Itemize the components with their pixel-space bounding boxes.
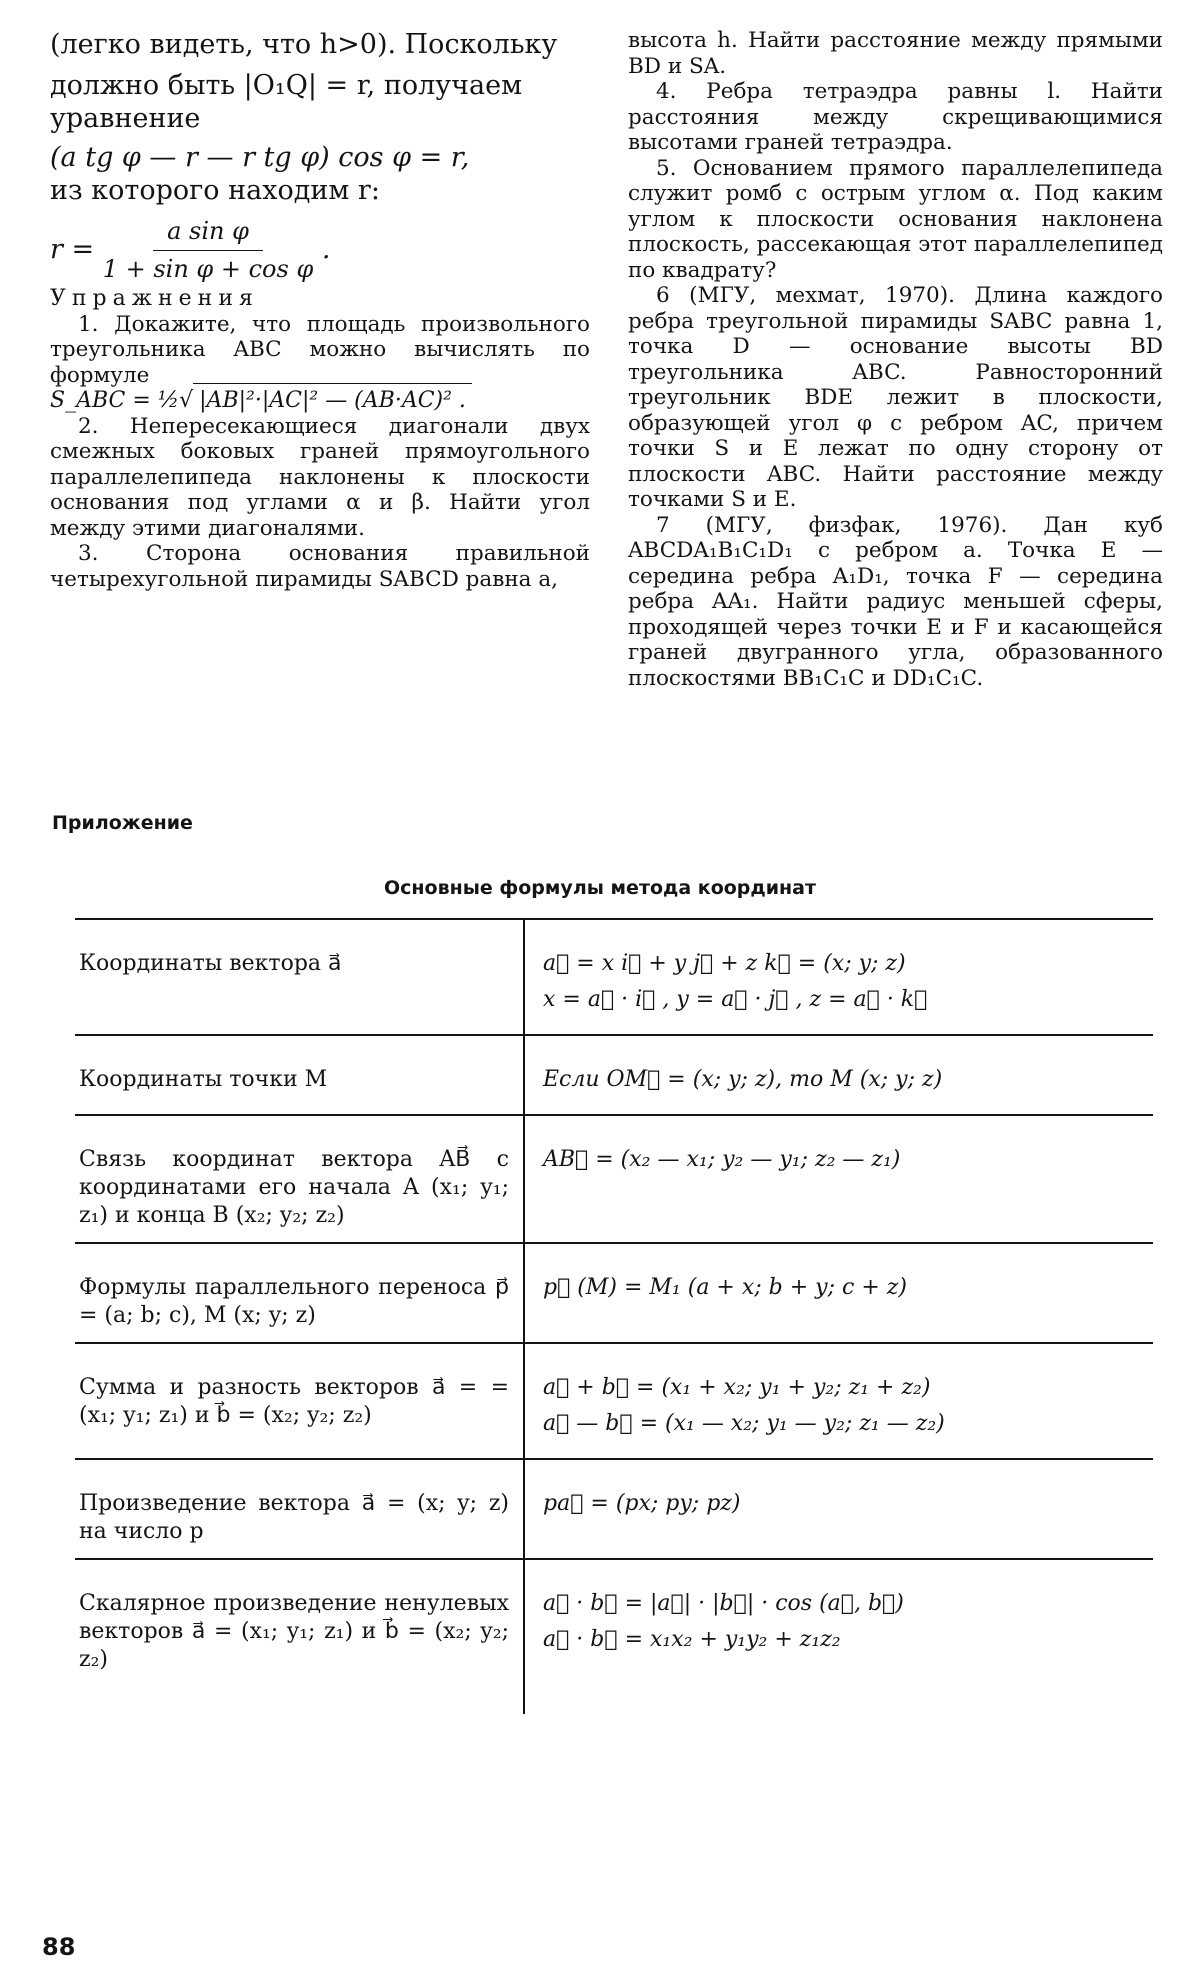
intro-line: (легко видеть, что h>0). Поскольку xyxy=(50,29,558,60)
intro-line: должно быть |O₁Q| = r, получаем xyxy=(50,70,523,101)
exercise-6: 6 (МГУ, мехмат, 1970). Длина каждого ребра треугольной пирамиды SABC равна 1, точка D — основание высоты BD треугольника ABC. Равносторонний треугольник BDE лежит в плоскости, образующей угол φ с ребром AC, причем точки S и E лежат по одну сторону от плоскости ABC. Найти расстояние между точками S и E. xyxy=(628,283,1163,512)
row-formulas xyxy=(524,1343,1153,1459)
exercise-7: 7 (МГУ, физфак, 1976). Дан куб ABCDA₁B₁C₁D₁ с ребром a. Точка E — середина ребра A₁D₁, точка F — середина ребра AA₁. Найти радиус меньшей сферы, проходящей через точки E и F и касающейся граней двугранного угла, образованного плоскостями BB₁C₁C и DD₁C₁C. xyxy=(628,512,1163,691)
row-label: Произведение вектора a⃗ = (x; y; z) на число p xyxy=(75,1459,524,1559)
exercise-1: 1. Докажите, что площадь произвольного треугольника ABC можно вычислять по формуле xyxy=(50,311,590,388)
row-label: Координаты точки M xyxy=(75,1035,524,1115)
row-formulas xyxy=(524,1459,1153,1559)
formula-line: a⃗ · b⃗ = x₁x₂ + y₁y₂ + z₁z₂ xyxy=(543,1627,841,1652)
formula-line: Если OM⃗ = (x; y; z), то M (x; y; z) xyxy=(543,1067,943,1092)
result-formula xyxy=(50,215,590,286)
table-title: Основные формулы метода координат xyxy=(383,877,817,899)
row-label: Скалярное произведение ненулевых векторов a⃗ = (x₁; y₁; z₁) и b⃗ = (x₂; y₂; z₂) xyxy=(75,1559,524,1714)
result-lhs: r = xyxy=(50,234,95,265)
exercise-3: 3. Сторона основания правильной четырехугольной пирамиды SABCD равна a, xyxy=(50,541,590,592)
row-formulas xyxy=(524,1115,1153,1243)
result-numerator: a sin φ xyxy=(153,215,263,251)
formula-line: a⃗ — b⃗ = (x₁ — x₂; y₁ — y₂; z₁ — z₂) xyxy=(543,1411,945,1436)
formula-table xyxy=(75,918,1153,1714)
appendix-label: Приложение xyxy=(52,812,193,834)
formula-radicand: |AB|²·|AC|² — (AB·AC)² . xyxy=(193,383,472,413)
row-formulas xyxy=(524,1035,1153,1115)
table-row xyxy=(75,1243,1153,1343)
table-row xyxy=(75,1559,1153,1714)
result-fraction xyxy=(103,215,314,286)
row-formulas xyxy=(524,1559,1153,1714)
exercise-5: 5. Основанием прямого параллелепипеда служит ромб с острым углом α. Под каким углом к плоскости основания наклонена плоскость, рассекающая этот параллелепипед по квадрату? xyxy=(628,155,1163,283)
row-label: Формулы параллельного переноса p⃗ = (a; b; c), M (x; y; z) xyxy=(75,1243,524,1343)
equation: (a tg φ — r — r tg φ) cos φ = r, xyxy=(50,142,470,173)
exercise-2: 2. Непересекающиеся диагонали двух смежных боковых граней прямоугольного параллелепипеда наклонены к плоскости основания под углами α и β. Найти угол между этими диагоналями. xyxy=(50,413,590,541)
row-label: Связь координат вектора AB⃗ с координатами его начала A (x₁; y₁; z₁) и конца B (x₂; y₂; z₂) xyxy=(75,1115,524,1243)
formula-line: a⃗ = x i⃗ + y j⃗ + z k⃗ = (x; y; z) xyxy=(543,951,906,976)
exercise-1-formula xyxy=(50,388,590,414)
exercises-heading: Упражнения xyxy=(50,286,259,311)
exercise-3-continued: высота h. Найти расстояние между прямыми BD и SA. xyxy=(628,28,1163,79)
exercise-4: 4. Ребра тетраэдра равны l. Найти расстояния между скрещивающимися высотами граней тетраэдра. xyxy=(628,79,1163,155)
find-text: из которого находим r: xyxy=(50,175,380,206)
formula-line: a⃗ + b⃗ = (x₁ + x₂; y₁ + y₂; z₁ + z₂) xyxy=(543,1375,931,1400)
right-column xyxy=(628,28,1163,691)
table-row xyxy=(75,919,1153,1035)
row-label: Координаты вектора a⃗ xyxy=(75,919,524,1035)
left-column xyxy=(50,28,590,592)
table-row xyxy=(75,1343,1153,1459)
intro-line: уравнение xyxy=(50,103,201,134)
formula-lhs: S_ABC = ½√ xyxy=(50,388,194,413)
result-denominator: 1 + sin φ + cos φ xyxy=(102,255,314,283)
table-row xyxy=(75,1115,1153,1243)
formula-line: a⃗ · b⃗ = |a⃗| · |b⃗| · cos (a⃗, b⃗) xyxy=(543,1591,904,1616)
formula-line: AB⃗ = (x₂ — x₁; y₂ — y₁; z₂ — z₁) xyxy=(543,1147,901,1172)
row-label: Сумма и разность векторов a⃗ = = (x₁; y₁; z₁) и b⃗ = (x₂; y₂; z₂) xyxy=(75,1343,524,1459)
formula-line: x = a⃗ · i⃗ , y = a⃗ · j⃗ , z = a⃗ · k⃗ xyxy=(543,987,928,1012)
result-end: . xyxy=(321,234,331,265)
formula-line: p⃗ (M) = M₁ (a + x; b + y; c + z) xyxy=(543,1275,907,1300)
table-row xyxy=(75,1459,1153,1559)
row-formulas xyxy=(524,919,1153,1035)
table-row xyxy=(75,1035,1153,1115)
formula-line: pa⃗ = (px; py; pz) xyxy=(543,1491,741,1516)
exercises xyxy=(50,286,590,592)
intro-text xyxy=(50,28,590,286)
page-number: 88 xyxy=(42,1933,76,1961)
row-formulas xyxy=(524,1243,1153,1343)
